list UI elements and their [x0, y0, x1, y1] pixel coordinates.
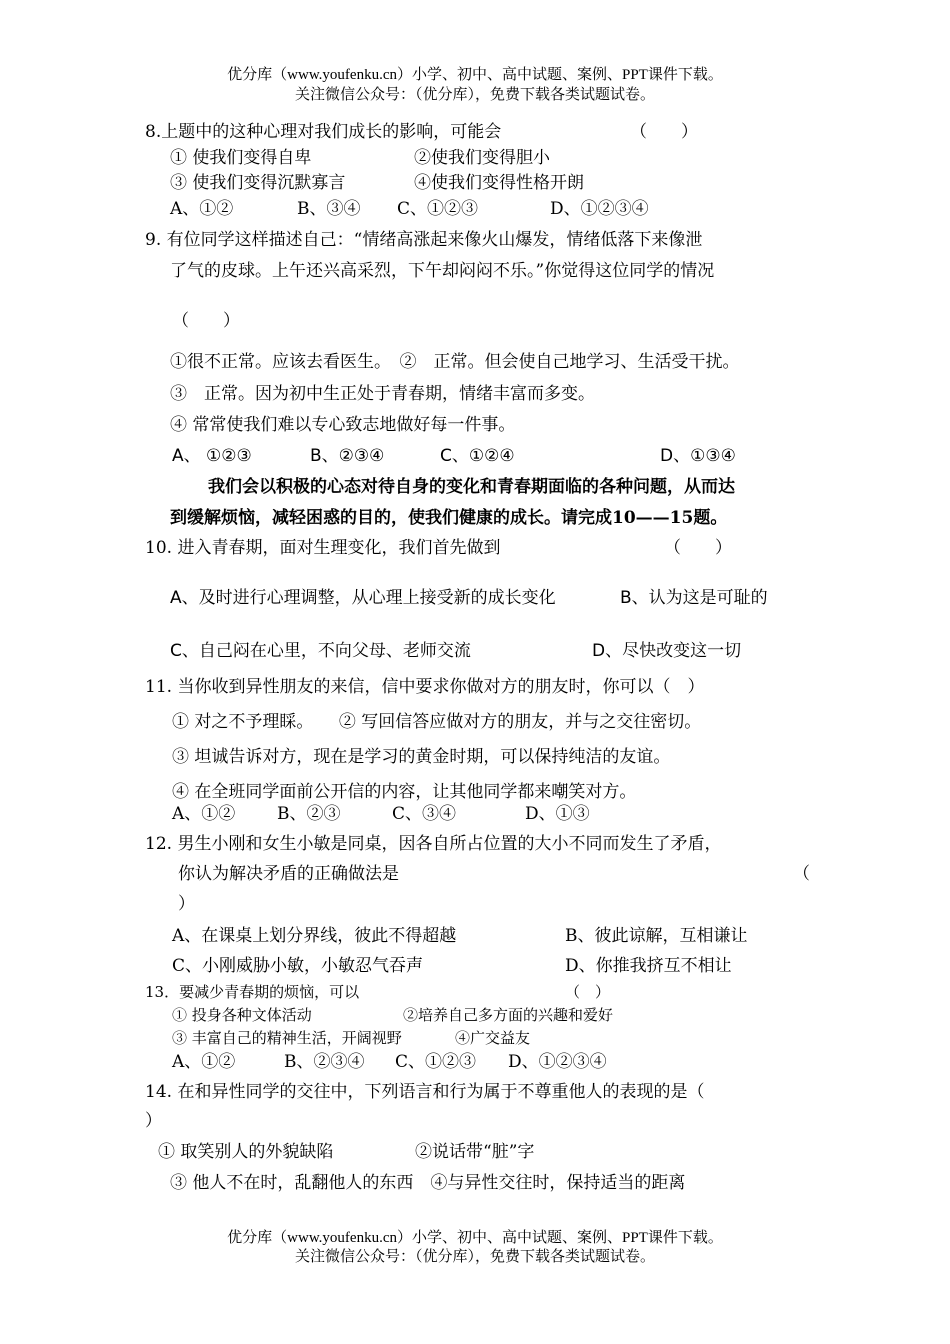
section-intro-line-1: 我们会以积极的心态对待自身的变化和青春期面临的各种问题，从而达 — [208, 477, 735, 497]
q9-answer-paren: （ ） — [172, 311, 240, 331]
header-line-2: 关注微信公众号：（优分库），免费下载各类试题试卷。 — [294, 87, 655, 103]
q14-stem: 14. 在和异性同学的交往中，下列语言和行为属于不尊重他人的表现的是（ — [145, 1082, 705, 1102]
q12-option-c: C、小刚威胁小敏，小敏忍气吞声 — [172, 956, 424, 976]
q8-option-2: ②使我们变得胆小 — [414, 148, 550, 168]
q12-stem-line-2: 你认为解决矛盾的正确做法是 — [178, 864, 399, 884]
footer-line-1: 优分库（www.youfenku.cn）小学、初中、高中试题、案例、PPT课件下载。 — [227, 1230, 723, 1246]
q8-answer-paren: （ ） — [630, 122, 698, 142]
q8-stem: 8.上题中的这种心理对我们成长的影响，可能会 — [145, 122, 502, 142]
q13-choice-b: B、②③④ — [284, 1052, 365, 1072]
q8-choice-b: B、③④ — [297, 199, 361, 219]
q11-choice-b: B、②③ — [277, 804, 341, 824]
section-intro-line-2: 到缓解烦恼，减轻困惑的目的，使我们健康的成长。请完成10——15题。 — [170, 508, 728, 528]
q13-choice-a: A、①② — [172, 1052, 236, 1072]
q8-option-1: ① 使我们变得自卑 — [170, 148, 312, 168]
q14-option-1: ① 取笑别人的外貌缺陷 — [158, 1142, 334, 1162]
q8-option-3: ③ 使我们变得沉默寡言 — [170, 173, 346, 193]
q8-choice-a: A、①② — [170, 199, 234, 219]
q9-choice-d: D、①③④ — [660, 446, 736, 466]
q11-option-4: ④ 在全班同学面前公开信的内容，让其他同学都来嘲笑对方。 — [172, 782, 637, 802]
q10-option-c: C、自己闷在心里，不向父母、老师交流 — [170, 641, 471, 661]
q8-choice-d: D、①②③④ — [550, 199, 649, 219]
q12-paren-close: ） — [178, 894, 195, 914]
q11-choice-d: D、①③ — [525, 804, 590, 824]
q8-choice-c: C、①②③ — [397, 199, 479, 219]
q14-option-2: ②说话带“脏”字 — [415, 1142, 535, 1162]
q8-option-4: ④使我们变得性格开朗 — [414, 173, 584, 193]
q14-option-3-4: ③ 他人不在时，乱翻他人的东西 ④与异性交往时，保持适当的距离 — [170, 1173, 686, 1193]
q12-option-d: D、你推我挤互不相让 — [565, 956, 732, 976]
q9-option-1-2: ①很不正常。应该去看医生。 ② 正常。但会使自己地学习、生活受干扰。 — [170, 352, 740, 372]
q9-choice-c: C、①②④ — [440, 446, 515, 466]
header-line-1: 优分库（www.youfenku.cn）小学、初中、高中试题、案例、PPT课件下载。 — [227, 67, 723, 83]
q13-choice-c: C、①②③ — [395, 1052, 477, 1072]
q13-choice-d: D、①②③④ — [508, 1052, 607, 1072]
q12-stem-line-1: 12. 男生小刚和女生小敏是同桌，因各自所占位置的大小不同而发生了矛盾， — [145, 834, 722, 854]
q9-stem-line-2: 了气的皮球。上午还兴高采烈，下午却闷闷不乐。”你觉得这位同学的情况 — [170, 261, 715, 281]
q10-stem: 10. 进入青春期，面对生理变化，我们首先做到 — [145, 538, 501, 558]
q13-option-4: ④广交益友 — [455, 1029, 531, 1047]
q12-paren-open: （ — [793, 864, 810, 884]
q11-option-3: ③ 坦诚告诉对方，现在是学习的黄金时期，可以保持纯洁的友谊。 — [172, 747, 671, 767]
q10-option-a: A、及时进行心理调整，从心理上接受新的成长变化 — [170, 588, 556, 608]
q14-paren-close: ） — [145, 1111, 162, 1131]
q9-stem-line-1: 9. 有位同学这样描述自己：“情绪高涨起来像火山爆发，情绪低落下来像泄 — [145, 230, 703, 250]
q9-choice-a: A、 ①②③ — [172, 446, 252, 466]
q13-option-3: ③ 丰富自己的精神生活，开阔视野 — [172, 1029, 402, 1047]
q13-option-2: ②培养自己多方面的兴趣和爱好 — [403, 1006, 614, 1024]
q10-option-d: D、尽快改变这一切 — [592, 641, 742, 661]
q10-option-b: B、认为这是可耻的 — [620, 588, 768, 608]
q13-answer-paren: （ ） — [565, 983, 611, 1001]
q9-option-4: ④ 常常使我们难以专心致志地做好每一件事。 — [170, 415, 516, 435]
footer-line-2: 关注微信公众号：（优分库），免费下载各类试题试卷。 — [294, 1249, 655, 1265]
q11-choice-c: C、③④ — [392, 804, 457, 824]
q13-stem: 13．要减少青春期的烦恼，可以 — [145, 983, 360, 1001]
q12-option-b: B、彼此谅解，互相谦让 — [565, 926, 748, 946]
q12-option-a: A、在课桌上划分界线，彼此不得超越 — [172, 926, 457, 946]
q11-option-1-2: ① 对之不予理睬。 ② 写回信答应做对方的朋友，并与之交往密切。 — [172, 712, 702, 732]
q11-stem: 11. 当你收到异性朋友的来信，信中要求你做对方的朋友时，你可以（ ） — [145, 677, 705, 697]
q13-option-1: ① 投身各种文体活动 — [172, 1006, 312, 1024]
q10-answer-paren: （ ） — [664, 538, 732, 558]
q9-choice-b: B、②③④ — [310, 446, 385, 466]
q9-option-3: ③ 正常。因为初中生正处于青春期，情绪丰富而多变。 — [170, 384, 595, 404]
q11-choice-a: A、①② — [172, 804, 236, 824]
